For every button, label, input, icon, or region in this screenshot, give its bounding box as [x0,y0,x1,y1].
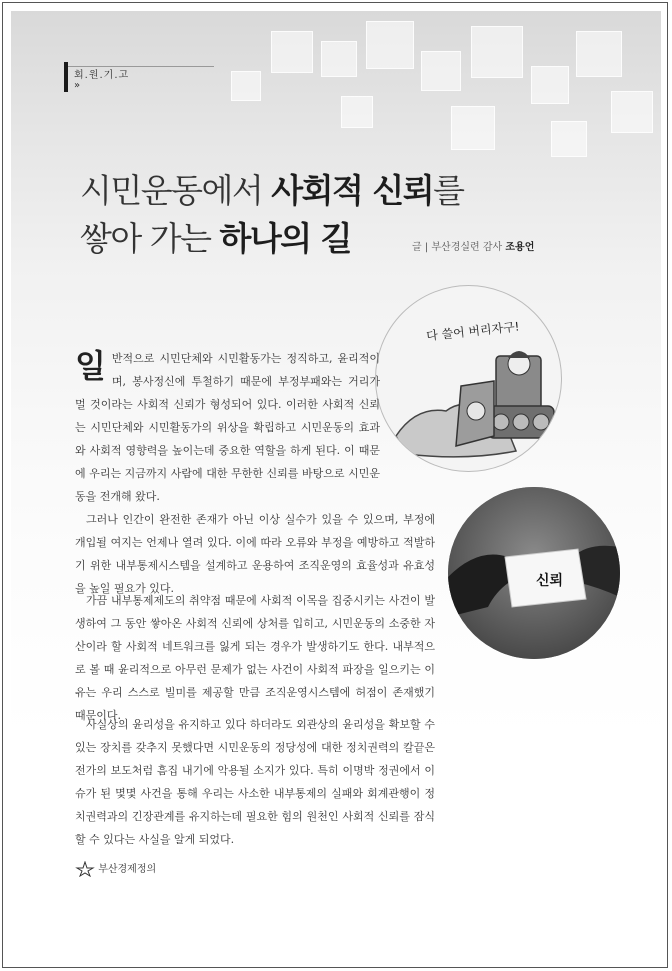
byline-prefix: 글 | 부산경실련 감사 [412,242,506,253]
bg-square [576,31,622,77]
section-label: 회.원.기.고 [74,70,130,81]
body-paragraph-2: 그러나 인간이 완전한 존재가 아닌 이상 실수가 있을 수 있으며, 부정에 개입될 여지는 언제나 열려 있다. 이에 따라 오류와 부정을 예방하고 적발하기 위한 내부통제시스템을 설계하고 운용하여 조직운영의 효율성과 유효성을 높일 필요가 있다. [75,513,435,595]
body-paragraph-4: 사실상의 윤리성을 유지하고 있다 하더라도 외관상의 윤리성을 확보할 수 있는 장치를 갖추지 못했다면 시민운동의 정당성에 대한 정치권력의 칼끝은 전가의 보도처럼 흠집 내기에 악용될 소지가 있다. 특히 이명박 정권에서 이슈가 된 몇몇 사건을 통해 우리는 사소한 내부통제의 실패와 회계관행이 정치권력과의 긴장관계를 유지하는데 필요한 힘의 원천인 사회적 신뢰를 잠식할 수 있다는 사실을 알게 되었다. [75,718,435,846]
person-in-debris [467,402,485,420]
track-wheel [513,414,529,430]
driver-helmet [508,351,530,358]
title-line-1-tail: 를 [433,171,464,210]
body-paragraph-3: 가끔 내부통제제도의 취약점 때문에 사회적 이목을 집중시키는 사건이 발생하여 그 동안 쌓아온 사회적 신뢰에 상처를 입히고, 시민운동의 소중한 자산이라 할 사회적 네트워크를 잃게 되는 경우가 발생하기도 한다. 내부적으로 볼 때 윤리적으로 아무런 문제가 없는 사건이 사회적 파장을 일으키는 이유는 우리 스스로 빌미를 제공할 만큼 조직운영시스템에 허점이 존재했기 때문이다. [75,594,435,722]
section-bar [64,62,68,92]
title-line-2-bold: 하나의 길 [219,219,352,258]
body-paragraph-1 [75,347,380,508]
bg-square [271,31,313,73]
bg-square [421,51,461,91]
byline-author: 조용언 [505,242,535,253]
bg-square [471,26,523,78]
bg-square [531,66,569,104]
bg-square [341,96,373,128]
bg-square [611,91,653,133]
bulldozer-cartoon-drawing [376,286,561,471]
track-wheel [493,414,509,430]
title-line-1-plain: 시민운동에서 [80,171,272,210]
body-paragraph-1-text: 반적으로 시민단체와 시민활동가는 정직하고, 윤리적이며, 봉사정신에 투철하기 때문에 부정부패와는 거리가 멀 것이라는 사회적 신뢰가 형성되어 있다. 이러한 사회적 신뢰는 시민단체와 시민활동가의 위상을 확립하고 시민운동의 효과와 사회적 영향력을 높이는데 중요한 역할을 하게 된다. 이 때문에 우리는 지금까지 사람에 대한 무한한 신뢰를 바탕으로 시민운동을 전개해 왔다. [75,352,380,503]
track-wheel [533,414,549,430]
bg-square [321,41,357,77]
bg-square [451,106,495,150]
trust-card-label: 신뢰 [536,573,564,589]
footer-logo [75,860,156,877]
drop-cap: 일 [75,347,106,385]
footer-logo-text: 부산경제정의 [98,864,157,875]
bulldozer-cartoon-image [375,285,562,472]
byline [412,238,534,253]
title-line-1 [80,165,464,212]
bg-square [366,21,414,69]
title-line-2-plain: 쌓아 가는 [80,219,220,258]
bg-square [231,71,261,101]
title-line-2 [80,213,351,260]
trust-card-image [448,487,620,659]
cartoon-speech: 다 쓸어 버리자구! [425,319,521,344]
hands-card-drawing [448,487,620,659]
section-arrow: » [74,80,81,91]
org-logo-icon [75,861,95,877]
title-line-1-bold: 사회적 신뢰 [271,171,434,210]
bg-square [551,121,587,157]
